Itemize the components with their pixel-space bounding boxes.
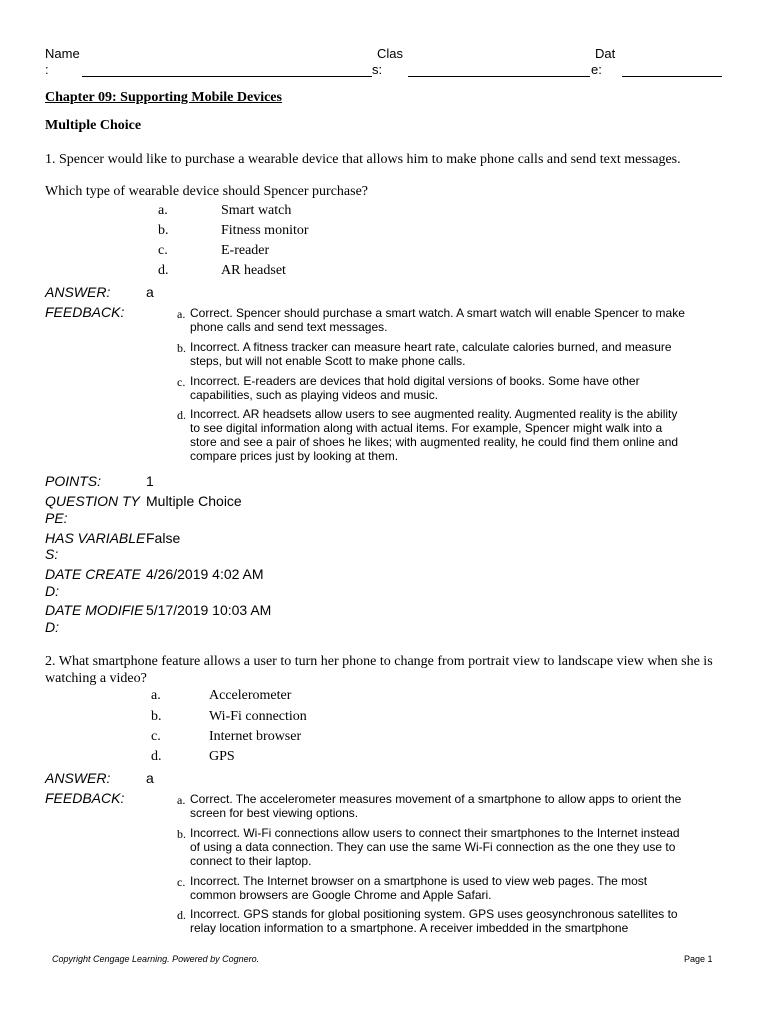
feedback-letter: a. [177,793,186,807]
feedback-text: Correct. Spencer should purchase a smart watch. A smart watch will enable Spencer to make phone calls and send text messages. [190,306,685,334]
feedback-letter: c. [177,875,186,889]
name-field-line [82,76,372,77]
class-label-colon: s: [372,62,383,77]
meta-key-cont: D: [45,583,59,599]
feedback-text: Incorrect. E-readers are devices that hold digital versions of books. Some have other capabilities, such as playing videos and music. [190,374,640,402]
question-1-prompt: Which type of wearable device should Spencer purchase? [45,184,369,199]
feedback-text: Incorrect. Wi-Fi connections allow users to connect their smartphones to the Internet instead of using a data connection. They can use the same Wi-Fi connection as the one they use to connect to their laptop. [190,826,680,868]
answer-label: ANSWER: [45,284,111,300]
option-letter: c. [151,729,161,744]
feedback-label: FEEDBACK: [45,304,125,320]
footer-copyright: Copyright Cengage Learning. Powered by Cognero. [52,954,260,964]
meta-key-cont: D: [45,619,59,635]
feedback-letter: b. [177,341,186,355]
meta-value: False [146,530,181,546]
option-text: Accelerometer [209,688,292,703]
meta-value: 5/17/2019 10:03 AM [146,602,272,618]
option-letter: c. [158,243,168,258]
feedback-letter: a. [177,307,186,321]
date-label: Dat [595,46,616,61]
feedback-text: Incorrect. GPS stands for global positioning system. GPS uses geosynchronous satellites to relay location information to a smartphone. A receiver imbedded in the smartphone [190,907,678,935]
footer-page-number: Page 1 [684,954,713,964]
feedback-text: Correct. The accelerometer measures movement of a smartphone to allow apps to orient the screen for best viewing options. [190,792,682,820]
meta-key-cont: S: [45,546,59,562]
date-label-colon: e: [591,62,602,77]
question-2-text: 2. What smartphone feature allows a user to turn her phone to change from portrait view to landscape view when she is [45,654,713,669]
option-letter: a. [151,688,161,703]
option-text: Smart watch [221,203,292,218]
meta-value: Multiple Choice [146,493,242,509]
meta-value: 4/26/2019 4:02 AM [146,566,264,582]
chapter-title: Chapter 09: Supporting Mobile Devices [45,90,282,105]
meta-key: DATE CREATE [45,566,141,582]
option-letter: d. [158,263,169,278]
option-text: Wi-Fi connection [209,709,307,724]
option-text: AR headset [221,263,286,278]
date-field-line [622,76,722,77]
answer-label: ANSWER: [45,770,111,786]
meta-key-cont: PE: [45,510,68,526]
option-text: Fitness monitor [221,223,309,238]
feedback-text: Incorrect. A fitness tracker can measure heart rate, calculate calories burned, and measure steps, but will not enable Scott to make phone calls. [190,340,672,368]
meta-key: DATE MODIFIE [45,602,144,618]
option-letter: b. [151,709,162,724]
class-label: Clas [377,46,404,61]
section-title: Multiple Choice [45,118,142,133]
feedback-text: Incorrect. The Internet browser on a smartphone is used to view web pages. The most common browsers are Google Chrome and Apple Safari. [190,874,648,902]
option-letter: d. [151,749,162,764]
feedback-text: Incorrect. AR headsets allow users to see augmented reality. Augmented reality is the ability to see digital information along with actual items. For example, Spencer might walk into a store and see a pair of shoes he likes; with augmented reality, he could find them online and compare prices just by looking at them. [190,407,679,463]
answer-value: a [146,284,154,300]
question-2-text-cont: watching a video? [45,671,147,686]
name-label-colon: : [45,62,49,77]
feedback-letter: b. [177,827,186,841]
meta-key: QUESTION TY [45,493,140,509]
class-field-line [408,76,590,77]
meta-value: 1 [146,473,154,489]
feedback-letter: d. [177,408,186,422]
option-letter: b. [158,223,169,238]
option-letter: a. [158,203,168,218]
meta-key: POINTS: [45,473,102,489]
name-label: Name [45,46,80,61]
feedback-letter: c. [177,375,186,389]
option-text: GPS [209,749,235,764]
feedback-letter: d. [177,908,186,922]
answer-value: a [146,770,154,786]
option-text: E-reader [221,243,270,258]
meta-key: HAS VARIABLE [45,530,146,546]
question-1-text: 1. Spencer would like to purchase a wearable device that allows him to make phone calls and send text messages. [45,152,681,167]
option-text: Internet browser [209,729,302,744]
feedback-label: FEEDBACK: [45,790,125,806]
